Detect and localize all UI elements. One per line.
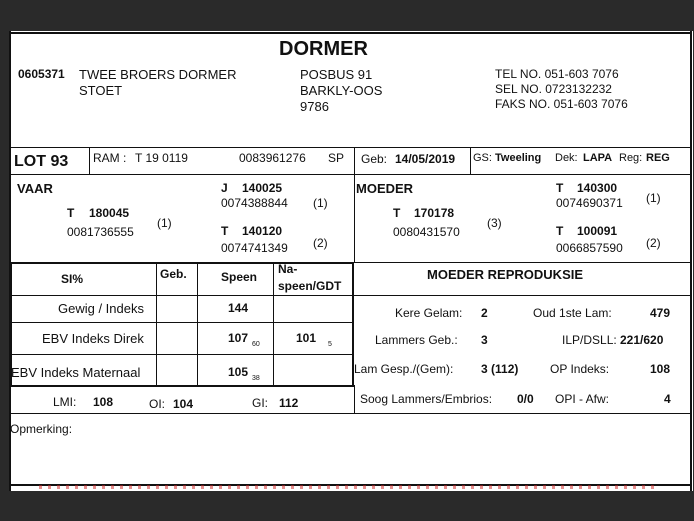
- col-naspeen-1: Na-: [278, 262, 298, 276]
- divider: [354, 174, 355, 262]
- cut-off-red-text: [39, 485, 659, 489]
- ram-id: T 19 0119: [135, 151, 188, 165]
- ram-label: RAM :: [93, 151, 127, 165]
- divider: [89, 147, 90, 174]
- divider: [273, 262, 274, 385]
- row-gewig-speen: 144: [228, 301, 249, 315]
- divider: [9, 147, 691, 148]
- divider: [9, 174, 691, 175]
- granddam1-number: 0074690371: [556, 196, 623, 210]
- granddam2-id: 100091: [577, 224, 618, 238]
- divider: [10, 385, 354, 387]
- divider: [10, 262, 354, 264]
- sire-mark: (1): [157, 216, 172, 230]
- vaar-label: VAAR: [17, 181, 53, 196]
- lmi-value: 108: [93, 395, 114, 409]
- oud-label: Oud 1ste Lam:: [533, 306, 612, 320]
- kere-value: 2: [481, 306, 488, 320]
- row-ebv-maternaal-label: EBV Indeks Maternaal: [11, 365, 141, 380]
- lam-label: Lam Gesp./(Gem):: [354, 362, 454, 376]
- lammers-label: Lammers Geb.:: [375, 333, 458, 347]
- divider: [354, 295, 691, 296]
- divider: [156, 262, 157, 385]
- row-ebv-maternaal-speen-acc: 38: [252, 375, 260, 382]
- remarks-label: Opmerking:: [10, 422, 73, 436]
- border-top: [9, 32, 691, 34]
- oi-value: 104: [173, 397, 194, 411]
- grandsire1-mark: (1): [313, 196, 328, 210]
- breeder-name-line2: STOET: [79, 83, 123, 98]
- sire-number: 0081736555: [67, 225, 134, 239]
- col-speen: Speen: [221, 270, 258, 284]
- divider: [10, 322, 354, 323]
- divider: [354, 147, 355, 174]
- address-line2: BARKLY-OOS: [300, 83, 383, 98]
- gi-value: 112: [279, 396, 299, 410]
- breeder-name-line1: TWEE BROERS DORMER: [79, 67, 237, 82]
- col-geb: Geb.: [160, 267, 187, 281]
- grandsire1-number: 0074388844: [221, 196, 288, 210]
- row-ebv-direk-speen-acc: 60: [252, 341, 260, 348]
- opi-label: OPI - Afw:: [555, 392, 610, 406]
- divider: [354, 262, 691, 263]
- ram-sp: SP: [328, 151, 345, 165]
- op-value: 108: [650, 362, 671, 376]
- tel-number: TEL NO. 051-603 7076: [495, 67, 619, 81]
- breeder-title: DORMER: [279, 38, 368, 60]
- divider: [9, 413, 691, 414]
- dek-label: Dek:: [555, 152, 578, 164]
- row-gewig-label: Gewig / Indeks: [58, 301, 144, 316]
- lammers-value: 3: [481, 333, 488, 347]
- grandsire1-id: 140025: [242, 181, 283, 195]
- row-ebv-direk-naspeen-acc: 5: [328, 341, 332, 348]
- oud-value: 479: [650, 306, 671, 320]
- granddam1-t: T: [556, 181, 564, 195]
- geb-date: 14/05/2019: [395, 152, 456, 166]
- ilp-label: ILP/DSLL:: [562, 333, 617, 347]
- moeder-label: MOEDER: [356, 181, 414, 196]
- grandsire2-number: 0074741349: [221, 241, 288, 255]
- lot-card: [9, 31, 693, 491]
- granddam1-mark: (1): [646, 191, 661, 205]
- border-right: [690, 31, 692, 491]
- oi-label: OI:: [149, 397, 166, 411]
- divider: [197, 262, 198, 385]
- dam-t: T: [393, 206, 401, 220]
- soog-label: Soog Lammers/Embrios:: [360, 392, 493, 406]
- sire-t: T: [67, 206, 75, 220]
- lot-number: LOT 93: [14, 153, 69, 170]
- dam-mark: (3): [487, 216, 502, 230]
- gs-value: Tweeling: [495, 152, 542, 164]
- lam-value: 3 (112): [481, 362, 519, 376]
- granddam1-id: 140300: [577, 181, 618, 195]
- kere-label: Kere Gelam:: [395, 306, 463, 320]
- grandsire2-mark: (2): [313, 236, 328, 250]
- granddam2-t: T: [556, 224, 564, 238]
- divider: [10, 295, 354, 296]
- grandsire2-id: 140120: [242, 224, 283, 238]
- col-si: SI%: [61, 272, 84, 286]
- divider: [10, 354, 354, 355]
- breeder-code: 0605371: [18, 67, 65, 81]
- grandsire2-t: T: [221, 224, 229, 238]
- ram-reg-number: 0083961276: [239, 151, 306, 165]
- dam-id: 170178: [414, 206, 455, 220]
- sire-id: 180045: [89, 206, 130, 220]
- divider: [354, 385, 355, 413]
- dek-value: LAPA: [583, 152, 613, 164]
- granddam2-mark: (2): [646, 236, 661, 250]
- reg-value: REG: [646, 152, 670, 164]
- sel-number: SEL NO. 0723132232: [495, 82, 612, 96]
- op-label: OP Indeks:: [550, 362, 610, 376]
- divider: [470, 147, 471, 174]
- grandsire1-j: J: [221, 181, 228, 195]
- row-ebv-direk-speen: 107: [228, 331, 249, 345]
- row-ebv-maternaal-speen: 105: [228, 365, 249, 379]
- gi-label: GI:: [252, 396, 269, 410]
- col-naspeen-2: speen/GDT: [278, 279, 342, 293]
- ilp-value: 221/620: [620, 333, 664, 347]
- row-ebv-direk-label: EBV Indeks Direk: [42, 331, 144, 346]
- granddam2-number: 0066857590: [556, 241, 623, 255]
- geb-label: Geb:: [361, 152, 388, 166]
- opi-value: 4: [664, 392, 671, 406]
- gs-label: GS:: [473, 152, 492, 164]
- address-line3: 9786: [300, 99, 329, 114]
- address-line1: POSBUS 91: [300, 67, 373, 82]
- lmi-label: LMI:: [53, 395, 77, 409]
- faks-number: FAKS NO. 051-603 7076: [495, 97, 628, 111]
- reg-label: Reg:: [619, 152, 643, 164]
- reproduksie-title: MOEDER REPRODUKSIE: [427, 267, 584, 282]
- dam-number: 0080431570: [393, 225, 460, 239]
- row-ebv-direk-naspeen: 101: [296, 331, 317, 345]
- soog-value: 0/0: [517, 392, 534, 406]
